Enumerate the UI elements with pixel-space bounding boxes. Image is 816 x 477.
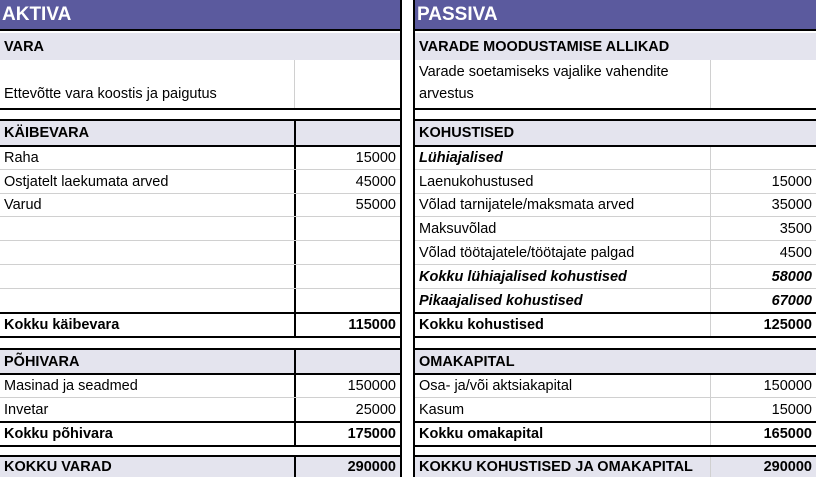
kohustised-title: KOHUSTISED — [419, 125, 515, 141]
table-row: Ostjatelt laekumata arved 45000 — [0, 170, 400, 194]
kohustised-total-row: Kokku kohustised 125000 — [415, 312, 816, 338]
pohivara-total-row: Kokku põhivara 175000 — [0, 421, 400, 447]
aktiva-header-label: AKTIVA — [2, 3, 72, 25]
kohustised-title-row — [415, 119, 816, 147]
omakapital-title-row — [415, 350, 816, 375]
pohivara-title-row — [0, 350, 400, 375]
vara-title-row — [0, 33, 400, 60]
table-row: Varud 55000 — [0, 194, 400, 217]
vara-desc-row — [0, 60, 400, 108]
short-term-total-row: Kokku lühiajalised kohustised 58000 — [415, 265, 816, 289]
luhiajalised-subtitle-row: Lühiajalised — [415, 147, 816, 170]
table-row: Masinad ja seadmed 150000 — [0, 375, 400, 398]
table-row: Invetar 25000 — [0, 398, 400, 421]
omakapital-total-row: Kokku omakapital 165000 — [415, 421, 816, 447]
grand-total-passiva-row: KOKKU KOHUSTISED JA OMAKAPITAL 290000 — [415, 455, 816, 477]
sources-title: VARADE MOODUSTAMISE ALLIKAD — [419, 38, 670, 55]
table-row: Osa- ja/või aktsiakapital 150000 — [415, 375, 816, 398]
table-row: Kasum 15000 — [415, 398, 816, 421]
kaibevara-title-row — [0, 119, 400, 147]
table-row: Võlad töötajatele/töötajate palgad 4500 — [415, 241, 816, 265]
table-row: Võlad tarnijatele/maksmata arved 35000 — [415, 194, 816, 217]
vara-title: VARA — [4, 38, 45, 55]
sources-desc-row — [415, 60, 816, 108]
grand-total-aktiva-row: KOKKU VARAD 290000 — [0, 455, 400, 477]
long-term-row: Pikaajalised kohustised 67000 — [415, 289, 816, 312]
passiva-header — [415, 0, 816, 31]
aktiva-header — [0, 0, 400, 31]
sources-desc: Varade soetamiseks vajalike vahendite arvestus — [419, 64, 669, 102]
kaibevara-title: KÄIBEVARA — [4, 125, 90, 141]
table-row: Laenukohustused 15000 — [415, 170, 816, 194]
sources-title-row — [415, 33, 816, 60]
table-row: Maksuvõlad 3500 — [415, 217, 816, 241]
aktiva-column — [0, 0, 400, 477]
table-row: Raha 15000 — [0, 147, 400, 170]
kaibevara-total-row: Kokku käibevara 115000 — [0, 312, 400, 338]
passiva-column — [415, 0, 816, 477]
pohivara-title: PÕHIVARA — [4, 353, 80, 370]
omakapital-title: OMAKAPITAL — [419, 353, 515, 370]
column-separator — [400, 0, 415, 477]
vara-desc: Ettevõtte vara koostis ja paigutus — [4, 86, 217, 102]
passiva-header-label: PASSIVA — [417, 3, 498, 25]
